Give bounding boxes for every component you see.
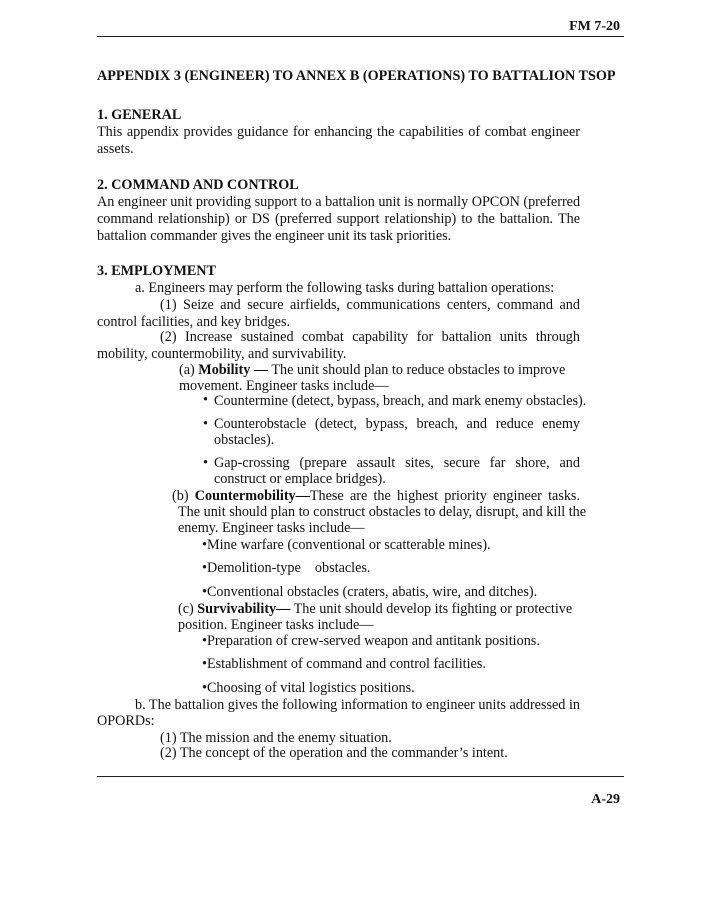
paragraph-line: command relationship) or DS (preferred support relationship) to the battalion. The: [97, 211, 580, 227]
countermobility-paragraph: [172, 488, 580, 505]
list-item-continuation: construct or emplace bridges).: [214, 471, 386, 487]
paragraph-line: The unit should plan to construct obstacles to delay, disrupt, and kill the: [178, 504, 587, 520]
section-heading-command-control: 2. COMMAND AND CONTROL: [97, 177, 299, 193]
mobility-paragraph: [179, 362, 565, 379]
footer-rule: [97, 776, 624, 777]
paragraph-line: OPORDs:: [97, 713, 155, 729]
header-rule: [97, 36, 624, 37]
list-item: •Preparation of crew-served weapon and antitank positions.: [202, 633, 540, 649]
list-item: •Demolition-type obstacles.: [202, 560, 371, 576]
subparagraph-prefix: (c): [178, 601, 198, 617]
paragraph-line: a. Engineers may perform the following tasks during battalion operations:: [135, 280, 555, 296]
paragraph-line: mobility, countermobility, and survivability.: [97, 346, 347, 362]
list-item: Counterobstacle (detect, bypass, breach, and reduce enemy: [214, 416, 580, 432]
list-item: (1) The mission and the enemy situation.: [160, 730, 392, 746]
paragraph-line: enemy. Engineer tasks include—: [178, 520, 365, 536]
section-heading-general: 1. GENERAL: [97, 107, 182, 123]
paragraph-line: b. The battalion gives the following information to engineer units addressed in: [135, 697, 580, 713]
list-item: •Establishment of command and control facilities.: [202, 656, 486, 672]
list-item: Countermine (detect, bypass, breach, and mark enemy obstacles).: [214, 393, 587, 409]
bullet-icon: •: [203, 455, 208, 471]
appendix-title: APPENDIX 3 (ENGINEER) TO ANNEX B (OPERATIONS) TO BATTALION TSOP: [97, 68, 616, 84]
countermobility-term: Countermobility—: [194, 488, 310, 504]
list-item: •Mine warfare (conventional or scatterable mines).: [202, 537, 491, 553]
bullet-icon: •: [203, 416, 208, 432]
list-item: •Conventional obstacles (craters, abatis, wire, and ditches).: [202, 584, 538, 600]
paragraph-line: An engineer unit providing support to a battalion unit is normally OPCON (preferred: [97, 194, 581, 210]
list-item-continuation: obstacles).: [214, 432, 275, 448]
section-heading-employment: 3. EMPLOYMENT: [97, 263, 217, 279]
paragraph-line: (1) Seize and secure airfields, communications centers, command and: [160, 297, 580, 313]
paragraph-line: position. Engineer tasks include—: [178, 617, 374, 633]
subparagraph-prefix: (b): [172, 488, 195, 504]
paragraph-line: control facilities, and key bridges.: [97, 314, 291, 330]
list-item: Gap-crossing (prepare assault sites, secure far shore, and: [214, 455, 580, 471]
survivability-term: Survivability—: [197, 601, 291, 617]
paragraph-text: The unit should plan to reduce obstacles to improve: [268, 362, 566, 378]
page-number: A-29: [591, 792, 620, 807]
paragraph-line: movement. Engineer tasks include—: [179, 378, 389, 394]
bullet-icon: •: [203, 392, 208, 408]
survivability-paragraph: [178, 601, 572, 618]
paragraph-text: These are the highest priority engineer tasks.: [309, 488, 580, 504]
paragraph-line: battalion commander gives the engineer unit its task priorities.: [97, 228, 452, 244]
mobility-term: Mobility —: [198, 362, 269, 378]
paragraph-line: assets.: [97, 141, 134, 157]
paragraph-text: The unit should develop its fighting or protective: [290, 601, 573, 617]
subparagraph-prefix: (a): [179, 362, 199, 378]
list-item: (2) The concept of the operation and the commander’s intent.: [160, 745, 508, 761]
document-id: FM 7-20: [569, 19, 620, 34]
list-item: •Choosing of vital logistics positions.: [202, 680, 415, 696]
paragraph-line: (2) Increase sustained combat capability for battalion units through: [160, 329, 580, 345]
paragraph-line: This appendix provides guidance for enhancing the capabilities of combat engineer: [97, 124, 580, 140]
